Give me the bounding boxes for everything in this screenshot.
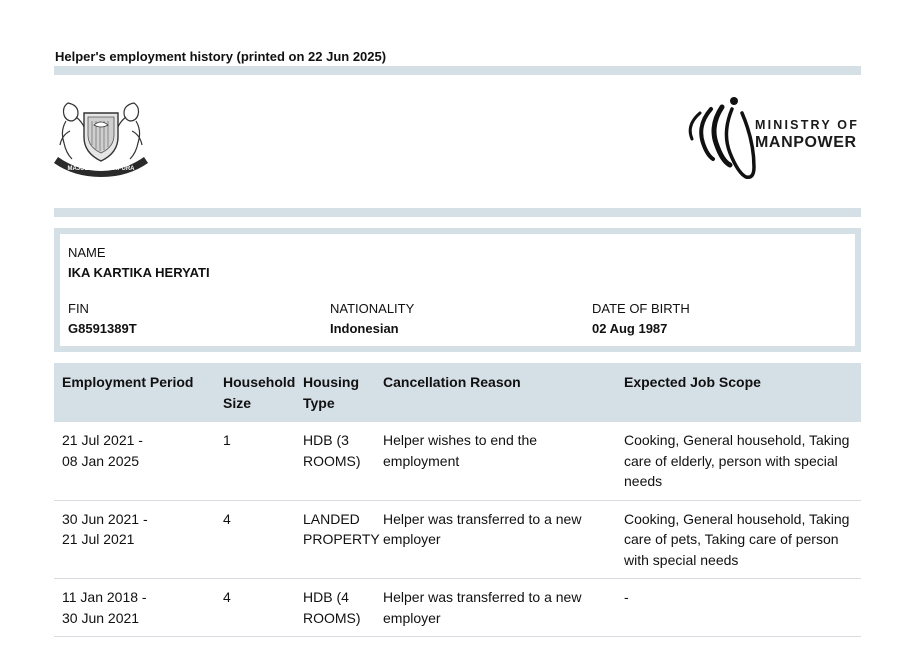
header-household-size: Household Size: [215, 363, 295, 422]
top-divider: [54, 66, 861, 75]
cell-expected-job-scope: Cooking, General household, Taking care of elderly, person with special needs: [616, 422, 861, 500]
cell-expected-job-scope: -: [616, 579, 861, 637]
table-header-row: [54, 363, 861, 422]
name-label: NAME: [68, 245, 106, 260]
nationality-value: Indonesian: [330, 321, 399, 336]
singapore-crest-logo: [54, 95, 148, 179]
cell-expected-job-scope: Cooking, General household, Taking care of pets, Taking care of person with special needs: [616, 500, 861, 579]
fin-value: G8591389T: [68, 321, 137, 336]
cell-cancellation-reason: Helper was transferred to a new employer: [375, 579, 616, 637]
helper-profile-panel: [54, 228, 861, 352]
header-housing-type: Housing Type: [295, 363, 375, 422]
document-title: Helper's employment history (printed on 22 Jun 2025): [55, 49, 387, 64]
cell-household-size: 4: [215, 500, 295, 579]
header-cancellation-reason: Cancellation Reason: [375, 363, 616, 422]
dob-value: 02 Aug 1987: [592, 321, 668, 336]
fin-label: FIN: [68, 301, 89, 316]
cell-employment-period: 21 Jul 2021 - 08 Jan 2025: [54, 422, 215, 500]
cell-housing-type: HDB (3 ROOMS): [295, 422, 375, 500]
cell-household-size: 1: [215, 422, 295, 500]
table-row: [54, 500, 861, 579]
logo-text-ministry-of: MINISTRY OF: [755, 118, 860, 132]
header-expected-job-scope: Expected Job Scope: [616, 363, 861, 422]
employment-history-table: [54, 363, 861, 637]
header-employment-period: Employment Period: [54, 363, 215, 422]
cell-housing-type: HDB (4 ROOMS): [295, 579, 375, 637]
name-value: IKA KARTIKA HERYATI: [68, 265, 210, 280]
cell-cancellation-reason: Helper was transferred to a new employer: [375, 500, 616, 579]
header-divider: [54, 208, 861, 217]
cell-employment-period: 30 Jun 2021 - 21 Jul 2021: [54, 500, 215, 579]
dob-label: DATE OF BIRTH: [592, 301, 690, 316]
cell-household-size: 4: [215, 579, 295, 637]
cell-employment-period: 11 Jan 2018 - 30 Jun 2021: [54, 579, 215, 637]
cell-cancellation-reason: Helper wishes to end the employment: [375, 422, 616, 500]
logo-text-manpower: MANPOWER: [755, 133, 857, 151]
nationality-label: NATIONALITY: [330, 301, 415, 316]
crest-motto: MAJULAH SINGAPURA: [67, 166, 135, 172]
cell-housing-type: LANDED PROPERTY: [295, 500, 375, 579]
table-row: [54, 422, 861, 500]
table-row: [54, 579, 861, 637]
